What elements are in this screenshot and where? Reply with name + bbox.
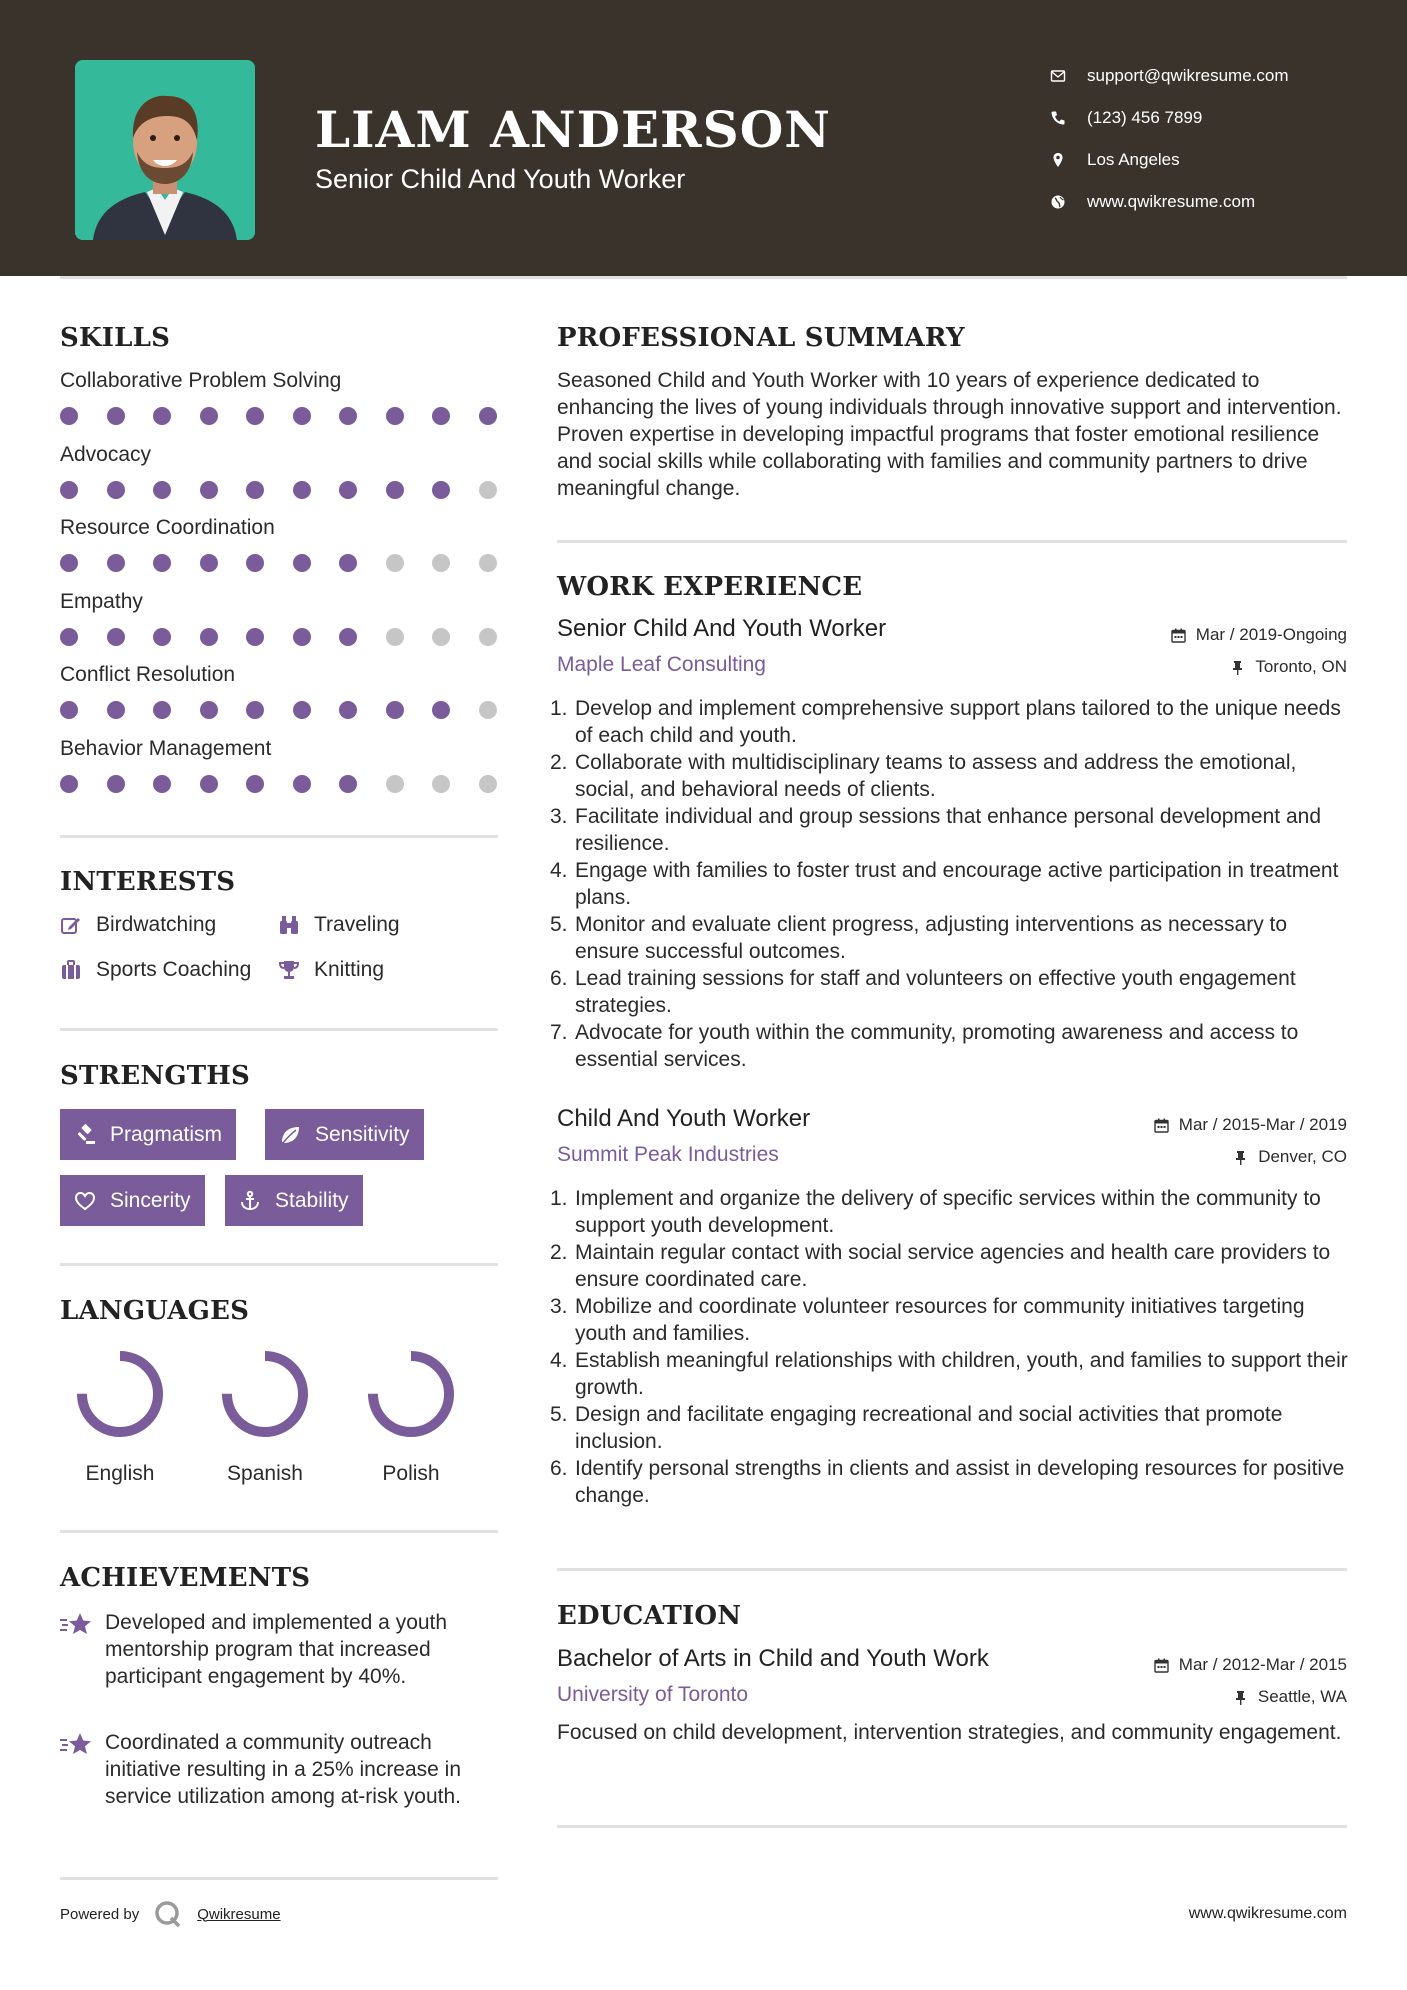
rating-dot-empty <box>479 481 497 499</box>
interests-divider <box>60 1028 498 1031</box>
responsibility-text: Design and facilitate engaging recreational and social activities that promote inclusion. <box>575 1403 1283 1453</box>
job-location <box>1233 1147 1347 1167</box>
strength-label: Stability <box>275 1188 349 1212</box>
interests-heading: INTERESTS <box>60 867 236 897</box>
rating-dot-filled <box>200 407 218 425</box>
responsibility-item <box>550 1401 1352 1455</box>
responsibility-text: Mobilize and coordinate volunteer resources for community initiatives targeting youth and families. <box>575 1295 1305 1345</box>
globe-icon <box>1050 194 1087 210</box>
trophy-icon <box>278 959 314 981</box>
skill-name: Collaborative Problem Solving <box>60 369 342 392</box>
responsibility-item <box>550 911 1352 965</box>
rating-dot-filled <box>339 775 357 793</box>
skill-rating <box>60 771 500 795</box>
list-number: 5. <box>550 1403 568 1426</box>
strength-tag <box>265 1109 424 1160</box>
languages-heading: LANGUAGES <box>60 1296 250 1326</box>
strength-label: Pragmatism <box>110 1122 223 1146</box>
rating-dot-filled <box>432 701 450 719</box>
job-title: Child And Youth Worker <box>557 1105 811 1132</box>
interest-label: Birdwatching <box>96 913 217 936</box>
rating-dot-filled <box>293 407 311 425</box>
footer-website[interactable]: www.qwikresume.com <box>1188 1905 1347 1922</box>
rating-dot-filled <box>60 407 78 425</box>
responsibility-item <box>550 695 1352 749</box>
list-number: 5. <box>550 913 568 936</box>
language-item <box>60 1346 180 1486</box>
skill-item <box>60 661 500 721</box>
rating-dot-filled <box>339 628 357 646</box>
pencil-square-icon <box>60 914 96 936</box>
map-pin-icon <box>1050 152 1087 168</box>
list-number: 3. <box>550 805 568 828</box>
strength-tag <box>60 1109 236 1160</box>
rating-dot-empty <box>479 554 497 572</box>
rating-dot-filled <box>386 701 404 719</box>
contact-email-text: support@qwikresume.com <box>1087 66 1289 85</box>
education-dates <box>1154 1655 1347 1675</box>
responsibility-text: Collaborate with multidisciplinary teams to assess and address the emotional, social, and behavioral needs of clients. <box>575 751 1297 801</box>
rating-dot-filled <box>293 628 311 646</box>
rating-dot-filled <box>153 628 171 646</box>
rating-dot-filled <box>60 628 78 646</box>
rating-dot-filled <box>339 481 357 499</box>
rating-dot-filled <box>200 701 218 719</box>
rating-dot-empty <box>479 701 497 719</box>
candidate-headline: Senior Child And Youth Worker <box>315 164 686 194</box>
skills-divider <box>60 835 498 838</box>
responsibility-item <box>550 749 1352 803</box>
pushpin-icon <box>1233 1690 1248 1705</box>
strength-tag <box>225 1175 363 1226</box>
rating-dot-empty <box>479 775 497 793</box>
skill-item <box>60 441 500 501</box>
achievements-heading: ACHIEVEMENTS <box>60 1563 311 1593</box>
education-description: Focused on child development, intervention strategies, and community engagement. <box>557 1721 1342 1744</box>
leaf-icon <box>279 1124 301 1146</box>
rating-dot-empty <box>432 775 450 793</box>
rating-dot-filled <box>293 775 311 793</box>
rating-dot-filled <box>60 775 78 793</box>
rating-dot-filled <box>60 701 78 719</box>
responsibility-item <box>550 857 1352 911</box>
skill-rating <box>60 624 500 648</box>
strength-label: Sincerity <box>110 1188 191 1212</box>
contact-list <box>1050 55 1390 223</box>
rating-dot-filled <box>339 407 357 425</box>
responsibility-text: Identify personal strengths in clients and assist in developing resources for positive change. <box>575 1457 1345 1507</box>
responsibility-item <box>550 803 1352 857</box>
rating-dot-filled <box>153 775 171 793</box>
skill-rating <box>60 550 500 574</box>
skill-rating <box>60 403 500 427</box>
interest-label: Traveling <box>314 913 400 936</box>
rating-dot-filled <box>246 628 264 646</box>
contact-email[interactable] <box>1050 55 1390 97</box>
rating-dot-filled <box>293 701 311 719</box>
responsibility-item <box>550 1347 1352 1401</box>
rating-dot-filled <box>107 628 125 646</box>
anchor-icon <box>239 1190 261 1212</box>
work-heading: WORK EXPERIENCE <box>557 572 863 602</box>
rating-dot-filled <box>107 481 125 499</box>
rating-dot-filled <box>386 481 404 499</box>
interest-item <box>60 955 251 985</box>
skill-item <box>60 367 500 427</box>
interest-item <box>278 955 384 985</box>
skill-name: Behavior Management <box>60 736 272 760</box>
responsibility-text: Advocate for youth within the community, promoting awareness and access to essential services. <box>575 1021 1299 1071</box>
pushpin-icon <box>1230 660 1245 675</box>
skill-name: Conflict Resolution <box>60 663 236 686</box>
contact-phone[interactable] <box>1050 97 1390 139</box>
resume-header <box>0 0 1407 276</box>
job-company: Maple Leaf Consulting <box>557 653 766 676</box>
heart-icon <box>74 1190 96 1212</box>
rating-dot-filled <box>153 407 171 425</box>
rating-dot-filled <box>293 554 311 572</box>
rating-dot-filled <box>432 481 450 499</box>
calendar-icon <box>1154 1118 1169 1133</box>
skill-item <box>60 514 500 574</box>
list-number: 2. <box>550 751 568 774</box>
rating-dot-filled <box>107 554 125 572</box>
list-number: 6. <box>550 1457 568 1480</box>
header-divider <box>60 276 1347 279</box>
responsibility-text: Establish meaningful relationships with children, youth, and families to support their growth. <box>575 1349 1348 1399</box>
rating-dot-filled <box>153 554 171 572</box>
responsibility-text: Maintain regular contact with social service agencies and health care providers to ensure coordinated care. <box>575 1241 1331 1291</box>
job-dates <box>1154 1115 1347 1135</box>
list-number: 4. <box>550 1349 568 1372</box>
education-divider <box>557 1825 1347 1828</box>
powered-by-label: Powered by <box>60 1905 140 1923</box>
rating-dot-empty <box>432 628 450 646</box>
responsibility-item <box>550 965 1352 1019</box>
rating-dot-empty <box>386 775 404 793</box>
education-school: University of Toronto <box>557 1683 749 1706</box>
powered-by <box>60 1896 281 1932</box>
rating-dot-filled <box>153 481 171 499</box>
strength-label: Sensitivity <box>315 1122 410 1146</box>
rating-dot-filled <box>200 775 218 793</box>
strengths-heading: STRENGTHS <box>60 1061 251 1091</box>
rating-dot-filled <box>60 481 78 499</box>
contact-website[interactable] <box>1050 181 1390 223</box>
responsibility-text: Monitor and evaluate client progress, adjusting interventions as necessary to ensure successful outcomes. <box>575 913 1288 963</box>
rating-dot-filled <box>246 701 264 719</box>
phone-icon <box>1050 110 1087 126</box>
rating-dot-filled <box>107 407 125 425</box>
binoculars-icon <box>278 914 314 936</box>
suitcase-icon <box>60 959 96 981</box>
qwikresume-link[interactable]: Qwikresume <box>197 1905 281 1923</box>
list-number: 6. <box>550 967 568 990</box>
language-level-ring <box>363 1346 459 1442</box>
responsibility-item <box>550 1185 1352 1239</box>
job-dates-text: Mar / 2015-Mar / 2019 <box>1178 1115 1347 1134</box>
envelope-icon <box>1050 68 1087 84</box>
star-icon <box>60 1729 105 1810</box>
pushpin-icon <box>1233 1150 1248 1165</box>
achievement-text: Developed and implemented a youth mentorship program that increased participant engagement by 40%. <box>105 1611 448 1688</box>
contact-website-text: www.qwikresume.com <box>1087 192 1256 211</box>
gavel-icon <box>74 1124 96 1146</box>
star-icon <box>60 1609 105 1690</box>
job-location-text: Denver, CO <box>1258 1147 1347 1166</box>
contact-phone-text: (123) 456 7899 <box>1087 108 1203 127</box>
rating-dot-filled <box>107 701 125 719</box>
language-level-ring <box>217 1346 313 1442</box>
skill-name: Empathy <box>60 589 143 613</box>
calendar-icon <box>1154 1658 1169 1673</box>
rating-dot-empty <box>479 628 497 646</box>
rating-dot-empty <box>386 628 404 646</box>
rating-dot-filled <box>246 775 264 793</box>
list-number: 1. <box>550 1187 568 1210</box>
summary-heading: PROFESSIONAL SUMMARY <box>557 323 965 353</box>
rating-dot-filled <box>60 554 78 572</box>
achievement-item <box>60 1729 500 1810</box>
achievement-text: Coordinated a community outreach initiative resulting in a 25% increase in service utilization among at-risk youth. <box>105 1731 462 1808</box>
qwikresume-logo-icon <box>153 1899 183 1929</box>
rating-dot-filled <box>246 481 264 499</box>
job-dates <box>1171 625 1347 645</box>
responsibility-item <box>550 1455 1352 1509</box>
rating-dot-filled <box>339 554 357 572</box>
list-number: 1. <box>550 697 568 720</box>
languages-divider <box>60 1530 498 1533</box>
job-dates-text: Mar / 2019-Ongoing <box>1195 625 1347 644</box>
responsibility-text: Develop and implement comprehensive support plans tailored to the unique needs of each child and youth. <box>575 697 1341 747</box>
responsibility-item <box>550 1019 1352 1073</box>
rating-dot-empty <box>432 554 450 572</box>
rating-dot-filled <box>200 628 218 646</box>
rating-dot-filled <box>386 407 404 425</box>
education-location <box>1233 1687 1347 1707</box>
language-label: Spanish <box>227 1462 303 1485</box>
list-number: 3. <box>550 1295 568 1318</box>
interest-item <box>60 910 216 940</box>
language-item <box>205 1346 325 1486</box>
rating-dot-filled <box>107 775 125 793</box>
job-location <box>1230 657 1347 677</box>
skill-item <box>60 588 500 648</box>
rating-dot-filled <box>246 407 264 425</box>
responsibility-item <box>550 1293 1352 1347</box>
skill-item <box>60 735 500 795</box>
rating-dot-filled <box>293 481 311 499</box>
contact-location-text: Los Angeles <box>1087 150 1180 169</box>
rating-dot-filled <box>246 554 264 572</box>
language-label: Polish <box>382 1462 440 1485</box>
rating-dot-filled <box>339 701 357 719</box>
rating-dot-filled <box>479 407 497 425</box>
interest-item <box>278 910 400 940</box>
achievement-item <box>60 1609 500 1690</box>
skill-rating <box>60 477 500 501</box>
responsibility-text: Engage with families to foster trust and encourage active participation in treatment plans. <box>575 859 1339 909</box>
rating-dot-empty <box>386 554 404 572</box>
rating-dot-filled <box>432 407 450 425</box>
strengths-divider <box>60 1263 498 1266</box>
language-item <box>351 1346 471 1486</box>
responsibility-text: Implement and organize the delivery of specific services within the community to support youth development. <box>575 1187 1321 1237</box>
education-dates-text: Mar / 2012-Mar / 2015 <box>1178 1655 1347 1674</box>
rating-dot-filled <box>153 701 171 719</box>
contact-location <box>1050 139 1390 181</box>
candidate-name: LIAM ANDERSON <box>315 100 831 159</box>
job-responsibilities <box>550 695 1352 1073</box>
summary-text: Seasoned Child and Youth Worker with 10 years of experience dedicated to enhancing the lives of young individuals through innovative support and intervention. Proven expertise in developing impactful programs that foster emotional resilience and social skills while collaborating with families and community partners to drive meaningful change. <box>557 369 1342 500</box>
job-company: Summit Peak Industries <box>557 1143 779 1166</box>
list-number: 4. <box>550 859 568 882</box>
profile-photo <box>75 60 255 240</box>
job-title: Senior Child And Youth Worker <box>557 615 887 642</box>
skill-rating <box>60 697 500 721</box>
achievements-divider <box>60 1877 498 1880</box>
language-label: English <box>85 1462 155 1485</box>
rating-dot-filled <box>200 481 218 499</box>
responsibility-text: Lead training sessions for staff and volunteers on effective youth engagement strategies. <box>575 967 1296 1017</box>
responsibility-item <box>550 1239 1352 1293</box>
interest-label: Sports Coaching <box>96 958 252 981</box>
education-degree: Bachelor of Arts in Child and Youth Work <box>557 1645 989 1672</box>
list-number: 2. <box>550 1241 568 1264</box>
interest-label: Knitting <box>314 958 385 981</box>
job-location-text: Toronto, ON <box>1255 657 1347 676</box>
responsibility-text: Facilitate individual and group sessions that enhance personal development and resilience. <box>575 805 1321 855</box>
education-heading: EDUCATION <box>557 1601 742 1631</box>
skills-heading: SKILLS <box>60 323 171 353</box>
strength-tag <box>60 1175 205 1226</box>
skill-name: Resource Coordination <box>60 516 275 539</box>
job-responsibilities <box>550 1185 1352 1509</box>
language-level-ring <box>72 1346 168 1442</box>
summary-divider <box>557 540 1347 543</box>
skill-name: Advocacy <box>60 442 152 466</box>
rating-dot-filled <box>200 554 218 572</box>
list-number: 7. <box>550 1021 568 1044</box>
education-location-text: Seattle, WA <box>1257 1687 1347 1706</box>
calendar-icon <box>1171 628 1186 643</box>
work-divider <box>557 1568 1347 1571</box>
